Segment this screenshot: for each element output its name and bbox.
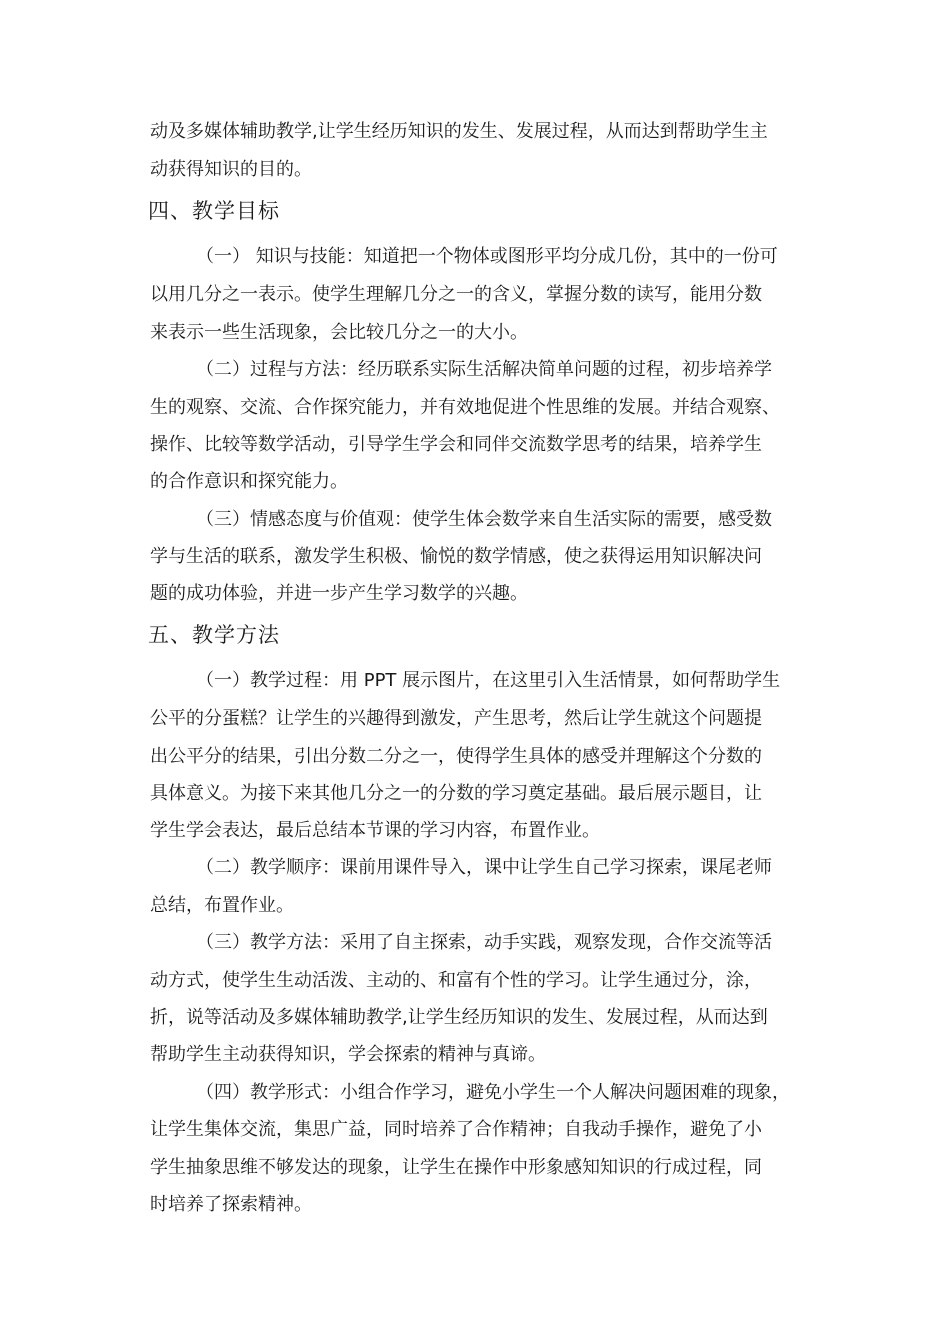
methods-p3-line-1: （三）教学方法：采用了自主探索，动手实践，观察发现，合作交流等活 [196, 932, 772, 953]
intro-line-1: 动及多媒体辅助教学,让学生经历知识的发生、发展过程，从而达到帮助学生主 [150, 121, 768, 142]
methods-p1-line-3: 出公平分的结果，引出分数二分之一，使得学生具体的感受并理解这个分数的 [150, 746, 762, 767]
objectives-p1-line-2: 以用几分之一表示。使学生理解几分之一的含义，掌握分数的读写，能用分数 [150, 284, 762, 305]
methods-p1-line-5: 学生学会表达，最后总结本节课的学习内容，布置作业。 [150, 820, 600, 841]
intro-line-2: 动获得知识的目的。 [150, 159, 312, 180]
methods-p1-line-4: 具体意义。为接下来其他几分之一的分数的学习奠定基础。最后展示题目，让 [150, 783, 762, 804]
objectives-p2-line-1: （二）过程与方法：经历联系实际生活解决简单问题的过程，初步培养学 [196, 359, 772, 380]
methods-p3-line-4: 帮助学生主动获得知识，学会探索的精神与真谛。 [150, 1044, 546, 1065]
objectives-p3-line-3: 题的成功体验，并进一步产生学习数学的兴趣。 [150, 583, 528, 604]
methods-p1-line-1: （一）教学过程：用 PPT 展示图片，在这里引入生活情景，如何帮助学生 [196, 670, 781, 691]
methods-p4-line-3: 学生抽象思维不够发达的现象，让学生在操作中形象感知知识的行成过程，同 [150, 1157, 762, 1178]
section-heading-methods: 五、教学方法 [148, 623, 280, 647]
methods-p2-line-2: 总结，布置作业。 [150, 895, 294, 916]
objectives-p3-line-2: 学与生活的联系，激发学生积极、愉悦的数学情感，使之获得运用知识解决问 [150, 546, 762, 567]
methods-p2-line-1: （二）教学顺序：课前用课件导入，课中让学生自己学习探索，课尾老师 [196, 857, 772, 878]
methods-p4-line-2: 让学生集体交流，集思广益，同时培养了合作精神；自我动手操作，避免了小 [150, 1119, 762, 1140]
objectives-p1-line-1: （一） 知识与技能：知道把一个物体或图形平均分成几份，其中的一份可 [196, 246, 778, 267]
objectives-p3-line-1: （三）情感态度与价值观：使学生体会数学来自生活实际的需要，感受数 [196, 509, 772, 530]
objectives-p2-line-3: 操作、比较等数学活动，引导学生学会和同伴交流数学思考的结果，培养学生 [150, 434, 762, 455]
section-heading-objectives: 四、教学目标 [148, 199, 280, 223]
methods-p4-line-1: （四）教学形式：小组合作学习，避免小学生一个人解决问题困难的现象， [196, 1082, 790, 1103]
objectives-p1-line-3: 来表示一些生活现象，会比较几分之一的大小。 [150, 322, 528, 343]
methods-p1-line-2: 公平的分蛋糕？让学生的兴趣得到激发，产生思考，然后让学生就这个问题提 [150, 708, 762, 729]
methods-p4-line-4: 时培养了探索精神。 [150, 1194, 312, 1215]
objectives-p2-line-2: 生的观察、交流、合作探究能力，并有效地促进个性思维的发展。并结合观察、 [150, 397, 780, 418]
methods-p3-line-2: 动方式，使学生生动活泼、主动的、和富有个性的学习。让学生通过分，涂， [150, 970, 762, 991]
objectives-p2-line-4: 的合作意识和探究能力。 [150, 471, 348, 492]
methods-p3-line-3: 折，说等活动及多媒体辅助教学,让学生经历知识的发生、发展过程，从而达到 [150, 1007, 768, 1028]
